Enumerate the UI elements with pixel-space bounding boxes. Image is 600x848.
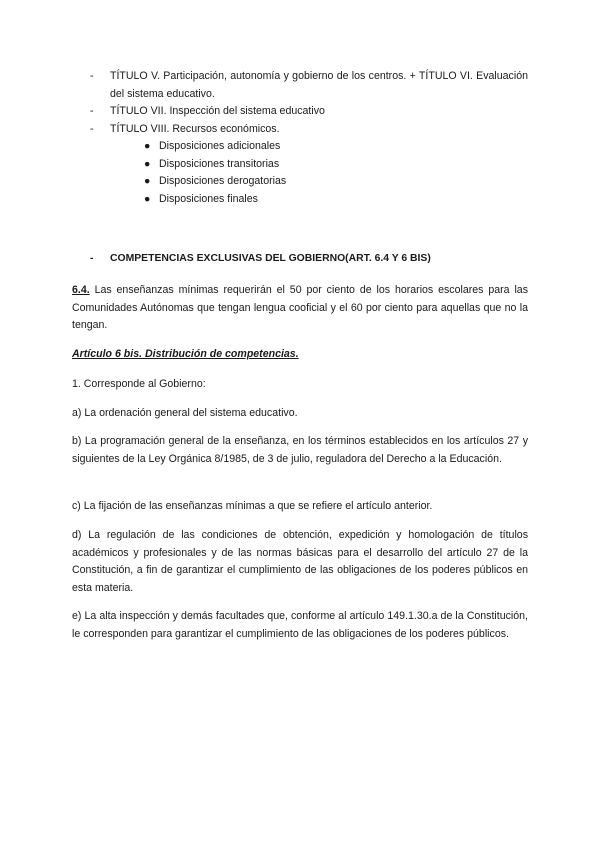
titles-list	[0, 68, 600, 208]
paragraph-e: e) La alta inspección y demás facultades que, conforme al artículo 149.1.30.a de la Constitución, le corresponden para garantizar el cumplimiento de las obligaciones de los poderes públicos.	[72, 610, 528, 640]
bullet-icon: ●	[144, 140, 151, 152]
paragraph-label: 6.4.	[72, 284, 90, 296]
list-item-text: TÍTULO VIII. Recursos económicos.	[110, 122, 280, 135]
paragraph-6-4	[72, 282, 528, 335]
list-item-text: Disposiciones transitorias	[159, 157, 280, 170]
list-item-text: Disposiciones derogatorias	[159, 175, 287, 187]
section-heading	[90, 250, 530, 268]
bullet-icon: ●	[144, 157, 151, 170]
paragraph-1: 1. Corresponde al Gobierno:	[72, 378, 206, 390]
list-item	[0, 121, 528, 139]
list-item-text: Disposiciones finales	[159, 192, 258, 205]
list-item-text: Disposiciones adicionales	[159, 140, 281, 152]
list-item	[0, 68, 528, 103]
article-title	[72, 346, 528, 364]
paragraph-a: a) La ordenación general del sistema educativo.	[72, 407, 298, 419]
list-item	[0, 138, 600, 156]
list-item	[0, 173, 600, 191]
bullet-icon: ●	[144, 192, 151, 205]
list-item-text: TÍTULO V. Participación, autonomía y gobierno de los centros. + TÍTULO VI. Evaluación del sistema educativo.	[110, 70, 528, 100]
list-item	[0, 191, 600, 209]
dash-marker: -	[90, 70, 94, 82]
list-item-text: TÍTULO VII. Inspección del sistema educativo	[110, 105, 325, 117]
bullet-icon: ●	[144, 175, 151, 187]
dispositions-list	[0, 138, 600, 208]
article-title-text: Artículo 6 bis. Distribución de competencias.	[72, 348, 299, 360]
list-item	[0, 103, 528, 121]
paragraph-text: Las enseñanzas mínimas requerirán el 50 por ciento de los horarios escolares para las Comunidades Autónomas que tengan lengua cooficial y el 60 por ciento para aquellas que no la tengan.	[72, 284, 528, 331]
paragraph-d: d) La regulación de las condiciones de obtención, expedición y homologación de títulos académicos y profesionales y de las normas básicas para el desarrollo del artículo 27 de la Constitución, a fin de garantizar el cumplimiento de las obligaciones de los poderes públicos en esta materia.	[72, 529, 528, 594]
paragraph-c: c) La fijación de las enseñanzas mínimas a que se refiere el artículo anterior.	[72, 500, 433, 512]
paragraph-b: b) La programación general de la enseñanza, en los términos establecidos en los artículos 27 y siguientes de la Ley Orgánica 8/1985, de 3 de julio, reguladora del Derecho a la Educación.	[72, 435, 528, 465]
dash-marker: -	[90, 253, 94, 264]
list-item	[0, 156, 600, 174]
dash-marker: -	[90, 105, 94, 117]
dash-marker: -	[90, 122, 94, 135]
section-heading-text: COMPETENCIAS EXCLUSIVAS DEL GOBIERNO(ART. 6.4 Y 6 BIS)	[110, 253, 431, 264]
